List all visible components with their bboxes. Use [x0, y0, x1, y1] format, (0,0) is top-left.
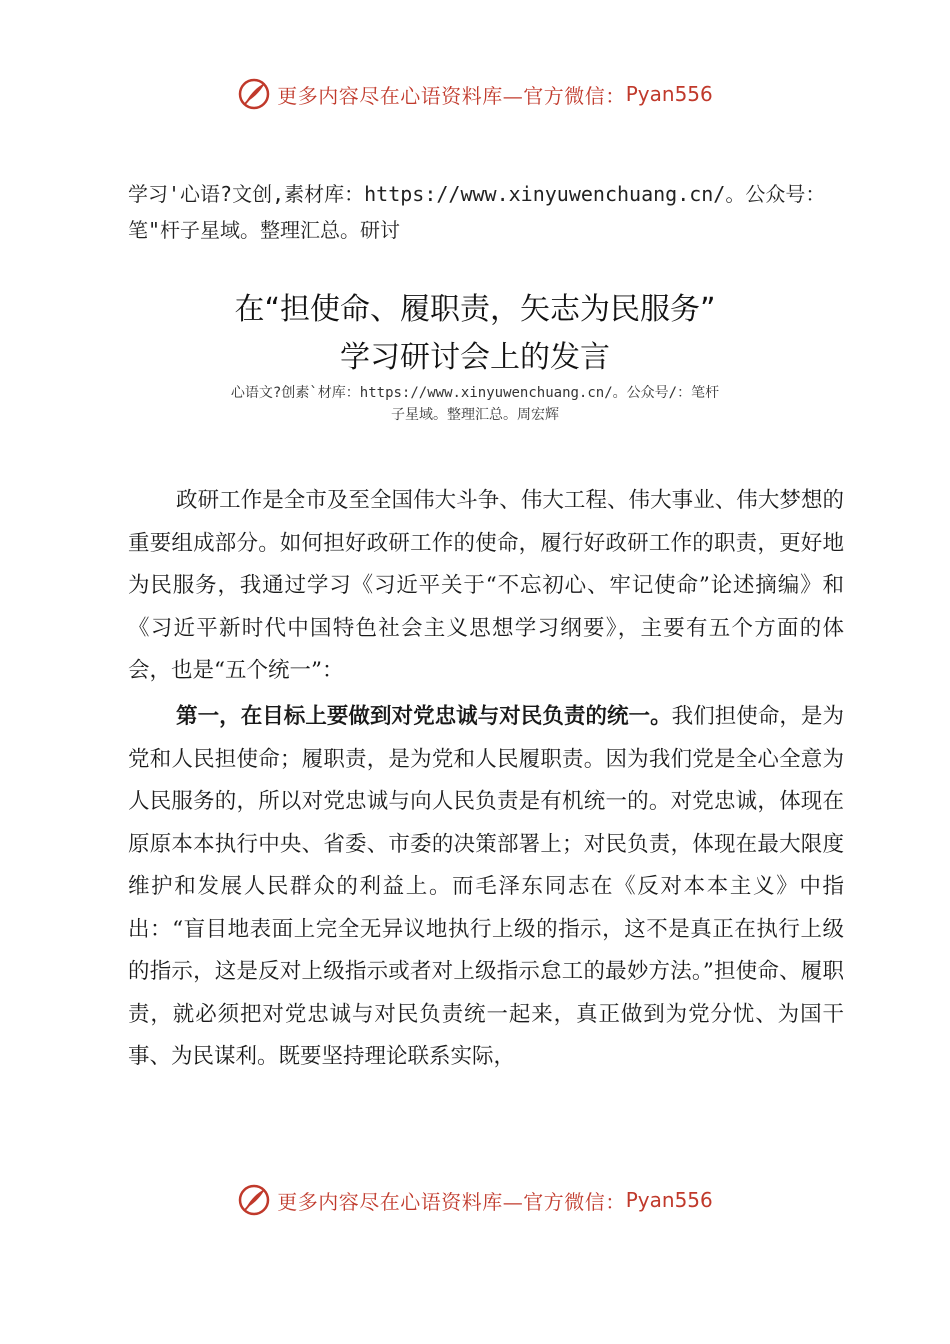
paragraph-2-lead: 第一，在目标上要做到对党忠诚与对民负责的统一。: [176, 704, 672, 729]
header-note: 学习'心语?文创,素材库：https://www.xinyuwenchuang.cn/。公众号：笔"杆子星域。整理汇总。研讨: [128, 182, 826, 242]
byline: [195, 382, 755, 426]
banner-wechat-id: Pyan556: [625, 82, 713, 106]
footer-banner: [0, 1178, 950, 1222]
byline-line1: 心语文?创素`材库：https://www.xinyuwenchuang.cn/。公众号/：笔杆: [230, 385, 720, 401]
paragraph-2: [128, 696, 844, 1079]
paragraph-1-text: 政研工作是全市及至全国伟大斗争、伟大工程、伟大事业、伟大梦想的重要组成部分。如何担好政研工作的使命，履行好政研工作的职责，更好地为民服务，我通过学习《习近平关于“不忘初心、牢记使命”论述摘编》和《习近平新时代中国特色社会主义思想学习纲要》，主要有五个方面的体会，也是“五个统一”：: [128, 488, 844, 683]
document-title-line2: 学习研讨会上的发言: [340, 340, 610, 375]
byline-line2: 子星域。整理汇总。周宏辉: [391, 407, 559, 423]
paragraph-1: [128, 480, 844, 693]
paragraph-2-text: 我们担使命，是为党和人民担使命；履职责，是为党和人民履职责。因为我们党是全心全意为人民服务的，所以对党忠诚与向人民负责是有机统一的。对党忠诚，体现在原原本本执行中央、省委、市委的决策部署上；对民负责，体现在最大限度维护和发展人民群众的利益上。而毛泽东同志在《反对本本主义》中指出：“盲目地表面上完全无异议地执行上级的指示，这不是真正在执行上级的指示，这是反对上级指示或者对上级指示怠工的最妙方法。”担使命、履职责，就必须把对党忠诚与对民负责统一起来，真正做到为党分忧、为国干事、为民谋利。既要坚持理论联系实际，: [128, 704, 844, 1069]
header-banner: [0, 72, 950, 116]
document-title-line1: 在“担使命、履职责，矢志为民服务”: [234, 292, 716, 327]
quill-logo-icon: [237, 1183, 271, 1217]
banner-wechat-id: Pyan556: [625, 1188, 713, 1212]
quill-logo-icon: [237, 77, 271, 111]
banner-text: 更多内容尽在心语资料库—官方微信：: [277, 1189, 626, 1214]
banner-text: 更多内容尽在心语资料库—官方微信：: [277, 83, 626, 108]
